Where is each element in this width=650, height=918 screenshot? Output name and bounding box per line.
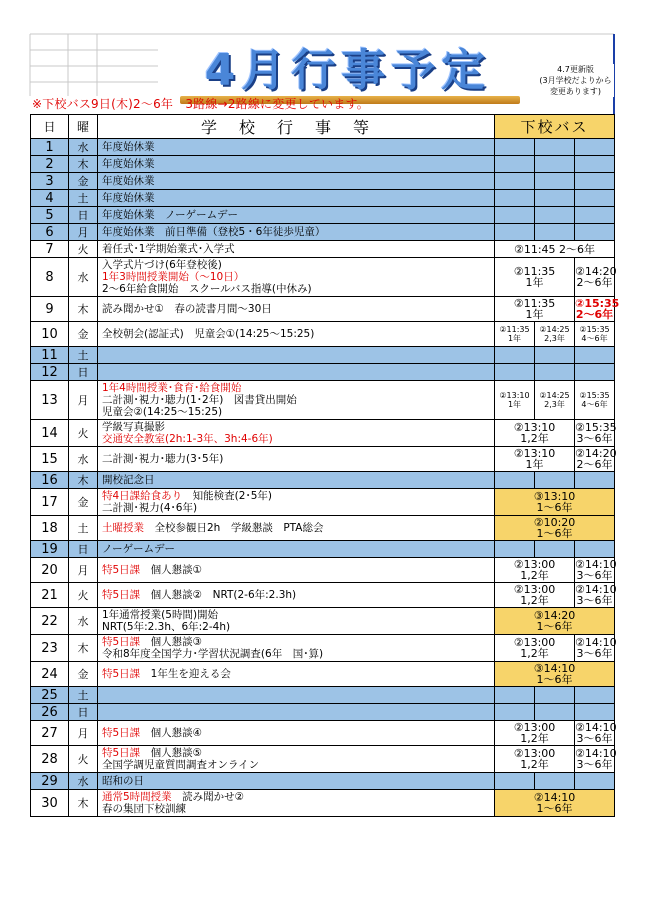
page-title: 4月行事予定 bbox=[204, 45, 492, 96]
bus-header: 下校バス bbox=[495, 115, 615, 139]
weekday-cell: 月 bbox=[69, 558, 98, 583]
bus-cell-empty bbox=[495, 704, 535, 721]
weekday-cell: 金 bbox=[69, 173, 98, 190]
day-cell: 19 bbox=[31, 541, 69, 558]
event-text-highlight: 土曜授業 bbox=[102, 522, 144, 534]
bus-cell-empty bbox=[495, 687, 535, 704]
schedule-row bbox=[31, 224, 615, 241]
event-cell: 土曜授業 全校参観日2h 学級懇談 PTA総会 bbox=[98, 516, 495, 541]
bus-cell-empty bbox=[495, 773, 535, 790]
schedule-row bbox=[31, 790, 615, 817]
event-cell: 特5日課 個人懇談① bbox=[98, 558, 495, 583]
bus-cell-empty bbox=[575, 541, 615, 558]
weekday-cell: 水 bbox=[69, 608, 98, 635]
bus-cell-empty bbox=[535, 224, 575, 241]
bus-cell-empty bbox=[535, 156, 575, 173]
day-cell: 16 bbox=[31, 472, 69, 489]
weekday-cell: 金 bbox=[69, 489, 98, 516]
bus-cell-empty bbox=[495, 541, 535, 558]
event-cell: 特5日課 個人懇談② NRT(2-6年:2.3h) bbox=[98, 583, 495, 608]
bus-cell-empty bbox=[535, 541, 575, 558]
day-cell: 4 bbox=[31, 190, 69, 207]
bus-cell: ③13:10 1～6年 bbox=[495, 489, 615, 516]
day-cell: 2 bbox=[31, 156, 69, 173]
schedule-row bbox=[31, 207, 615, 224]
day-cell: 8 bbox=[31, 258, 69, 297]
bus-cell-empty bbox=[575, 207, 615, 224]
day-cell: 27 bbox=[31, 721, 69, 746]
schedule-row bbox=[31, 704, 615, 721]
weekday-header: 曜 bbox=[69, 115, 98, 139]
day-cell: 28 bbox=[31, 746, 69, 773]
day-cell: 12 bbox=[31, 364, 69, 381]
event-cell: 1年通常授業(5時間)開始 NRT(5年:2.3h、6年:2-4h) bbox=[98, 608, 495, 635]
bus-cell-empty bbox=[495, 347, 535, 364]
weekday-cell: 金 bbox=[69, 322, 98, 347]
day-cell: 23 bbox=[31, 635, 69, 662]
day-cell: 13 bbox=[31, 381, 69, 420]
bus-cell: ②14:10 3～6年 bbox=[575, 636, 617, 660]
schedule-row bbox=[31, 608, 615, 635]
schedule-row bbox=[31, 541, 615, 558]
bus-cell-empty bbox=[535, 704, 575, 721]
bus-cell-empty bbox=[575, 687, 615, 704]
day-cell: 7 bbox=[31, 241, 69, 258]
event-cell: 年度始休業 ノーゲームデー bbox=[98, 207, 495, 224]
event-text-highlight: 特5日課 bbox=[102, 747, 141, 759]
bus-cell: ③14:20 1～6年 bbox=[495, 608, 615, 635]
schedule-row bbox=[31, 381, 615, 420]
bus-cell: ②14:10 3～6年 bbox=[575, 583, 617, 607]
bus-cell-empty bbox=[575, 773, 615, 790]
event-cell: 学級写真撮影 交通安全教室(2h:1-3年、3h:4-6年) bbox=[98, 420, 495, 447]
schedule-row bbox=[31, 662, 615, 687]
day-cell: 11 bbox=[31, 347, 69, 364]
bus-cell: ②14:10 3～6年 bbox=[575, 558, 617, 582]
event-cell: 入学式片づけ(6年登校後) 1年3時間授業開始（～10日） 2～6年給食開始 スクールバス指導(中休み) bbox=[98, 258, 495, 297]
weekday-cell: 月 bbox=[69, 721, 98, 746]
bus-cell: ②13:00 1,2年 bbox=[495, 721, 575, 746]
bus-cell-empty bbox=[535, 347, 575, 364]
bus-cell-empty bbox=[575, 156, 615, 173]
event-cell: 読み聞かせ① 春の読書月間～30日 bbox=[98, 297, 495, 322]
event-cell: ノーゲームデー bbox=[98, 541, 495, 558]
schedule-row bbox=[31, 190, 615, 207]
bus-cell: ②11:35 1年 bbox=[495, 322, 535, 347]
schedule-table bbox=[30, 114, 620, 817]
bus-cell-empty bbox=[495, 207, 535, 224]
schedule-row bbox=[31, 347, 615, 364]
weekday-cell: 水 bbox=[69, 773, 98, 790]
schedule-row bbox=[31, 364, 615, 381]
event-cell: 全校朝会(認証式) 児童会①(14:25～15:25) bbox=[98, 322, 495, 347]
event-cell: 開校記念日 bbox=[98, 472, 495, 489]
event-cell: 年度始休業 前日準備（登校5・6年徒歩児童） bbox=[98, 224, 495, 241]
bus-cell-empty bbox=[535, 190, 575, 207]
event-cell bbox=[98, 364, 495, 381]
schedule-row bbox=[31, 472, 615, 489]
event-text-highlight: 特5日課 bbox=[102, 564, 141, 576]
weekday-cell: 土 bbox=[69, 190, 98, 207]
event-text-highlight: 通常5時間授業 bbox=[102, 791, 172, 803]
schedule-rows bbox=[31, 139, 620, 817]
event-text-highlight: 1年4時間授業･食育･給食開始 bbox=[102, 382, 242, 394]
day-cell: 25 bbox=[31, 687, 69, 704]
day-cell: 9 bbox=[31, 297, 69, 322]
weekday-cell: 火 bbox=[69, 583, 98, 608]
bus-cell-empty bbox=[495, 224, 535, 241]
bus-cell: ②15:35 4～6年 bbox=[575, 322, 615, 347]
event-cell: 特5日課 個人懇談④ bbox=[98, 721, 495, 746]
event-text-highlight: 交通安全教室(2h:1-3年、3h:4-6年) bbox=[102, 433, 273, 445]
event-cell: 年度始休業 bbox=[98, 139, 495, 156]
bus-cell: ②11:45 2～6年 bbox=[495, 241, 615, 258]
bus-cell-empty bbox=[575, 364, 615, 381]
event-cell bbox=[98, 704, 495, 721]
weekday-cell: 木 bbox=[69, 472, 98, 489]
bus-cell-empty bbox=[575, 472, 615, 489]
weekday-cell: 木 bbox=[69, 156, 98, 173]
bus-cell-empty bbox=[575, 139, 615, 156]
schedule-row bbox=[31, 173, 615, 190]
bus-cell: ②13:00 1,2年 bbox=[495, 583, 575, 608]
event-text-highlight: 特5日課 bbox=[102, 668, 141, 680]
bus-cell: ②14:20 2～6年 bbox=[575, 447, 617, 471]
schedule-sheet bbox=[30, 34, 620, 817]
bus-cell-empty bbox=[535, 687, 575, 704]
bus-cell: ②11:35 1年 bbox=[495, 258, 575, 297]
bus-cell-empty bbox=[535, 173, 575, 190]
weekday-cell: 金 bbox=[69, 662, 98, 687]
bus-cell-empty bbox=[535, 364, 575, 381]
bus-cell-empty bbox=[535, 207, 575, 224]
event-cell: 特4日課給食あり 知能検査(2･5年) 二計測･視力(4･6年) bbox=[98, 489, 495, 516]
bus-cell-empty bbox=[495, 156, 535, 173]
event-text-highlight: 特4日課給食あり bbox=[102, 490, 183, 502]
day-cell: 5 bbox=[31, 207, 69, 224]
weekday-cell: 日 bbox=[69, 704, 98, 721]
bus-cell: ②14:10 3～6年 bbox=[575, 721, 617, 745]
day-header: 日 bbox=[31, 115, 69, 139]
schedule-row bbox=[31, 721, 615, 746]
day-cell: 20 bbox=[31, 558, 69, 583]
bus-cell-empty bbox=[575, 224, 615, 241]
day-cell: 3 bbox=[31, 173, 69, 190]
bus-cell-empty bbox=[535, 773, 575, 790]
bus-cell-empty bbox=[495, 139, 535, 156]
bus-cell-empty bbox=[495, 364, 535, 381]
event-cell bbox=[98, 687, 495, 704]
schedule-row bbox=[31, 156, 615, 173]
schedule-row bbox=[31, 489, 615, 516]
bus-cell: ②13:10 1,2年 bbox=[495, 420, 575, 447]
bus-cell: ②14:10 3～6年 bbox=[575, 747, 617, 771]
event-text-highlight: 特5日課 bbox=[102, 727, 141, 739]
weekday-cell: 木 bbox=[69, 635, 98, 662]
bus-cell: ②13:10 1年 bbox=[495, 381, 535, 420]
sheet-header bbox=[30, 34, 614, 114]
schedule-row bbox=[31, 687, 615, 704]
event-text-highlight: 特5日課 bbox=[102, 636, 141, 648]
schedule-row bbox=[31, 139, 615, 156]
weekday-cell: 土 bbox=[69, 516, 98, 541]
event-cell: 年度始休業 bbox=[98, 173, 495, 190]
bus-cell-empty bbox=[535, 139, 575, 156]
day-cell: 10 bbox=[31, 322, 69, 347]
event-cell: 年度始休業 bbox=[98, 156, 495, 173]
bus-cell-empty bbox=[575, 190, 615, 207]
bus-cell-empty bbox=[575, 704, 615, 721]
event-text-highlight: 1年3時間授業開始（～10日） bbox=[102, 271, 245, 283]
bus-cell: ②14:20 2～6年 bbox=[575, 258, 615, 297]
weekday-cell: 火 bbox=[69, 746, 98, 773]
weekday-cell: 日 bbox=[69, 207, 98, 224]
bus-cell: ②15:35 2～6年 bbox=[575, 297, 620, 321]
bus-cell: ②11:35 1年 bbox=[495, 297, 575, 322]
bus-cell: ②14:25 2,3年 bbox=[535, 381, 575, 420]
bus-cell-empty bbox=[495, 472, 535, 489]
weekday-cell: 水 bbox=[69, 139, 98, 156]
event-cell: 二計測･視力･聴力(3･5年) bbox=[98, 447, 495, 472]
weekday-cell: 土 bbox=[69, 687, 98, 704]
day-cell: 15 bbox=[31, 447, 69, 472]
schedule-row bbox=[31, 746, 615, 773]
weekday-cell: 火 bbox=[69, 241, 98, 258]
schedule-row bbox=[31, 583, 615, 608]
day-cell: 24 bbox=[31, 662, 69, 687]
day-cell: 6 bbox=[31, 224, 69, 241]
weekday-cell: 土 bbox=[69, 347, 98, 364]
schedule-row bbox=[31, 258, 615, 297]
bus-cell: ②13:00 1,2年 bbox=[495, 635, 575, 662]
weekday-cell: 火 bbox=[69, 420, 98, 447]
day-cell: 18 bbox=[31, 516, 69, 541]
schedule-row bbox=[31, 773, 615, 790]
bus-cell: ②15:35 4～6年 bbox=[575, 381, 615, 420]
weekday-cell: 木 bbox=[69, 790, 98, 817]
bus-change-notice: ※下校バス9日(木)2～6年 3路線→2路線に変更しています。 bbox=[32, 97, 369, 111]
schedule-row bbox=[31, 297, 615, 322]
day-cell: 30 bbox=[31, 790, 69, 817]
event-cell: 昭和の日 bbox=[98, 773, 495, 790]
bus-cell: ②10:20 1～6年 bbox=[495, 516, 615, 541]
event-cell: 特5日課 1年生を迎える会 bbox=[98, 662, 495, 687]
day-cell: 17 bbox=[31, 489, 69, 516]
update-note: 4.7更新版 (3月学校だよりから変更あります) bbox=[537, 64, 614, 97]
bus-cell: ②13:10 1年 bbox=[495, 447, 575, 472]
bus-cell-empty bbox=[575, 173, 615, 190]
event-cell: 通常5時間授業 読み聞かせ② 春の集団下校訓練 bbox=[98, 790, 495, 817]
event-cell: 年度始休業 bbox=[98, 190, 495, 207]
bus-cell-empty bbox=[535, 472, 575, 489]
weekday-cell: 月 bbox=[69, 224, 98, 241]
schedule-row bbox=[31, 322, 615, 347]
schedule-row bbox=[31, 447, 615, 472]
weekday-cell: 水 bbox=[69, 447, 98, 472]
event-cell bbox=[98, 347, 495, 364]
schedule-row bbox=[31, 420, 615, 447]
events-header: 学校行事等 bbox=[98, 115, 495, 139]
event-cell: 特5日課 個人懇談⑤ 全国学調児童質問調査オンライン bbox=[98, 746, 495, 773]
day-cell: 29 bbox=[31, 773, 69, 790]
event-text-highlight: 特5日課 bbox=[102, 589, 141, 601]
bus-cell: ②13:00 1,2年 bbox=[495, 558, 575, 583]
bus-cell-empty bbox=[495, 190, 535, 207]
schedule-row bbox=[31, 241, 615, 258]
weekday-cell: 日 bbox=[69, 541, 98, 558]
bus-cell: ②14:10 1～6年 bbox=[495, 790, 615, 817]
bus-cell: ③14:10 1～6年 bbox=[495, 662, 615, 687]
event-cell: 1年4時間授業･食育･給食開始 二計測･視力･聴力(1･2年) 図書貸出開始 児童会②(14:25～15:25) bbox=[98, 381, 495, 420]
day-cell: 26 bbox=[31, 704, 69, 721]
event-cell: 特5日課 個人懇談③ 令和8年度全国学力･学習状況調査(6年 国･算) bbox=[98, 635, 495, 662]
bus-cell: ②15:35 3～6年 bbox=[575, 421, 617, 445]
day-cell: 22 bbox=[31, 608, 69, 635]
bus-cell: ②13:00 1,2年 bbox=[495, 746, 575, 773]
day-cell: 1 bbox=[31, 139, 69, 156]
bus-cell: ②14:25 2,3年 bbox=[535, 322, 575, 347]
weekday-cell: 水 bbox=[69, 258, 98, 297]
bus-cell-empty bbox=[495, 173, 535, 190]
bus-cell-empty bbox=[575, 347, 615, 364]
weekday-cell: 月 bbox=[69, 381, 98, 420]
schedule-row bbox=[31, 558, 615, 583]
day-cell: 21 bbox=[31, 583, 69, 608]
day-cell: 14 bbox=[31, 420, 69, 447]
header-row bbox=[31, 115, 615, 139]
schedule-row bbox=[31, 516, 615, 541]
weekday-cell: 日 bbox=[69, 364, 98, 381]
schedule-row bbox=[31, 635, 615, 662]
weekday-cell: 木 bbox=[69, 297, 98, 322]
event-cell: 着任式･1学期始業式･入学式 bbox=[98, 241, 495, 258]
